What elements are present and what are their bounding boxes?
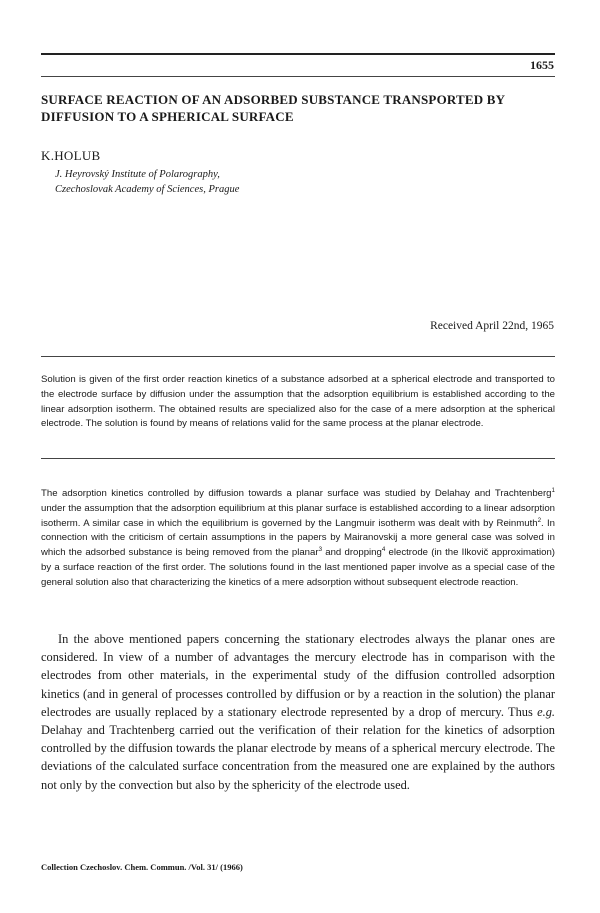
article-title: SURFACE REACTION OF AN ADSORBED SUBSTANCE TRANSPORTED BY DIFFUSION TO A SPHERICAL SURFACE <box>41 92 505 124</box>
author-name: K.HOLUB <box>41 148 101 163</box>
intro-text-3: . In connection with the criticism of certain assumptions in the papers by Mairanovskij a more general case was solved in which the adsorbed substance is being removed from the planar <box>41 517 555 559</box>
top-rule <box>41 53 555 55</box>
ref-4: 4 <box>381 546 386 553</box>
body-text-1: In the above mentioned papers concerning the stationary electrodes always the planar ones are considered. In view of a number of advantages the mercury electrode has in comparison with the electrodes from other materials, in the experimental study of the diffusion controlled adsorption kinetics (and in general of processes controlled by diffusion or by a reaction in the solution) the planar electrodes are usually replaced by a stationary electrode represented by a drop of mercury. Thus <box>41 632 555 719</box>
ref-3: 3 <box>318 546 323 553</box>
body-eg: e.g. <box>537 704 555 719</box>
author-affiliation <box>55 167 239 197</box>
ref-1: 1 <box>551 486 555 494</box>
intro-text-2: under the assumption that the adsorption equilibrium at this planar surface is established according to a linear adsorption isotherm. A similar case in which the equilibrium is governed by the Langmuir isotherm was dealt with by Reinmuth <box>41 502 555 529</box>
journal-footer: Collection Czechoslov. Chem. Commun. /Vol. 31/ (1966) <box>41 862 243 872</box>
page-number: 1655 <box>530 58 554 72</box>
abstract: Solution is given of the first order reaction kinetics of a substance adsorbed at a spherical electrode and transported to the electrode surface by diffusion under the assumption that the adsorption equilibrium is established according to the linear adsorption isotherm. The obtained results are specialized also for the case of a mere adsorption at the spherical electrode. The solution is found by means of relations valid for the same process at the planar electrode. <box>41 374 555 430</box>
intro-text-4: and dropping <box>322 547 382 559</box>
affiliation-line-1: J. Heyrovský Institute of Polarography, <box>55 169 220 180</box>
header-rule <box>41 76 555 77</box>
received-date: Received April 22nd, 1965 <box>430 320 554 332</box>
body-text-2: Delahay and Trachtenberg carried out the verification of their relation for the kinetics of adsorption controlled by the diffusion towards the planar electrode by means of a spherical mercury electrode. The deviations of the calculated surface concentration from the measured one are explained by the authors not only by the convection but also by the sphericity of the electrode used. <box>41 723 555 792</box>
intro-paragraph <box>41 487 555 591</box>
ref-2: 2 <box>537 516 542 524</box>
affiliation-line-2: Czechoslovak Academy of Sciences, Prague <box>55 184 240 195</box>
body-paragraph <box>41 630 555 794</box>
abstract-bottom-rule <box>41 458 555 459</box>
intro-text-5: electrode (in the Ilkovič approximation) by a surface reaction of the first order. The solutions found in the last mentioned paper involve as a special case of the general solution also that characterizing the kinetics of a mere adsorption without subsequent electrode reaction. <box>41 547 555 588</box>
abstract-top-rule <box>41 356 555 357</box>
intro-text-1: The adsorption kinetics controlled by diffusion towards a planar surface was studied by Delahay and Trachtenberg <box>41 488 552 499</box>
